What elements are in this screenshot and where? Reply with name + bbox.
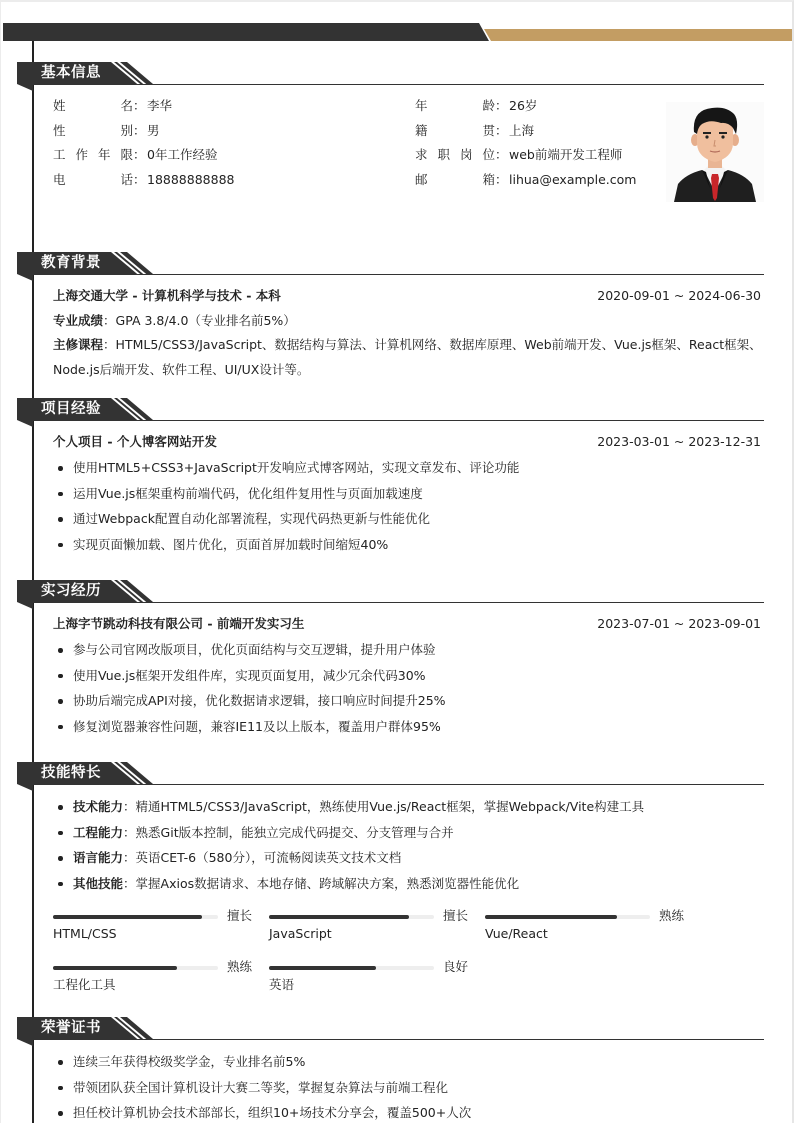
- list-item: 协助后端完成API对接，优化数据请求逻辑，接口响应时间提升25%: [53, 688, 765, 714]
- section-underline: [33, 274, 764, 275]
- list-item: 运用Vue.js框架重构前端代码，优化组件复用性与页面加载速度: [53, 481, 765, 507]
- info-label: 性别: [53, 123, 133, 138]
- education-title: 上海交通大学 - 计算机科学与技术 - 本科: [53, 288, 281, 303]
- info-label: 求职岗位: [415, 147, 495, 162]
- section-title: 实习经历: [41, 583, 101, 599]
- skill-name: 工程化工具: [53, 977, 116, 992]
- skill-track: [53, 966, 218, 970]
- info-colon: ：: [495, 172, 508, 187]
- project-title: 个人项目 - 个人博客网站开发: [53, 434, 217, 449]
- info-colon: ：: [495, 147, 508, 162]
- info-value: 李华: [147, 98, 173, 113]
- profile-photo: [666, 102, 764, 202]
- avatar-illustration-icon: [666, 102, 764, 202]
- internship-date: 2023-07-01 ~ 2023-09-01: [597, 616, 761, 631]
- info-colon: ：: [133, 123, 146, 138]
- info-colon: ：: [133, 98, 146, 113]
- internship-title: 上海字节跳动科技有限公司 - 前端开发实习生: [53, 616, 305, 631]
- tab-fold-decoration: [17, 784, 33, 791]
- info-label: 邮箱: [415, 172, 495, 187]
- skill-bar-english: [269, 958, 469, 1000]
- skill-level: 熟练: [659, 908, 685, 923]
- info-label: 电话: [53, 172, 133, 187]
- honors-bullets: [53, 1049, 765, 1123]
- skill-level: 擅长: [443, 908, 469, 923]
- section-header: [1, 762, 794, 792]
- skill-name: 英语: [269, 977, 295, 992]
- list-item: 使用Vue.js框架开发组件库，实现页面复用，减少冗余代码30%: [53, 663, 765, 689]
- skill-track: [485, 915, 650, 919]
- skill-text: 熟悉Git版本控制，能独立完成代码提交、分支管理与合并: [135, 824, 454, 840]
- section-underline: [33, 84, 764, 85]
- section-skills: [1, 762, 794, 792]
- top-banner-dark: [3, 23, 489, 41]
- list-item: [53, 794, 765, 820]
- section-underline: [33, 420, 764, 421]
- list-item: 使用HTML5+CSS3+JavaScript开发响应式博客网站，实现文章发布、评论功能: [53, 455, 765, 481]
- gpa-value: GPA 3.8/4.0（专业排名前5%）: [115, 313, 296, 328]
- skill-level: 良好: [443, 959, 469, 974]
- info-value: web前端开发工程师: [509, 147, 623, 162]
- tab-fold-decoration: [17, 602, 33, 609]
- skill-name: Vue/React: [485, 926, 548, 941]
- skill-text: 掌握Axios数据请求、本地存储、跨域解决方案，熟悉浏览器性能优化: [135, 875, 520, 891]
- info-row-name: [53, 96, 172, 116]
- skill-sep: ：: [123, 824, 136, 840]
- info-label: 姓名: [53, 98, 133, 113]
- info-value: 26岁: [509, 98, 538, 113]
- courses-value: HTML5/CSS3/JavaScript、数据结构与算法、计算机网络、数据库原理、Web前端开发、Vue.js框架、React框架、Node.js后端开发、软件工程、UI/UX设计等。: [53, 337, 762, 377]
- list-item: 担任校计算机协会技术部部长，组织10+场技术分享会，覆盖500+人次: [53, 1100, 765, 1123]
- section-honors: [1, 1017, 794, 1047]
- info-row-gender: [53, 121, 160, 141]
- info-colon: ：: [495, 98, 508, 113]
- section-title: 技能特长: [41, 765, 101, 781]
- section-title: 项目经验: [41, 401, 101, 417]
- list-item: [53, 820, 765, 846]
- skill-label: 语言能力: [73, 850, 124, 865]
- section-underline: [33, 784, 764, 785]
- section-header: [1, 580, 794, 610]
- section-title: 教育背景: [41, 255, 101, 271]
- section-education: [1, 252, 794, 282]
- skill-bar-javascript: [269, 907, 469, 949]
- section-projects: [1, 398, 794, 428]
- info-value: lihua@example.com: [509, 172, 637, 187]
- info-row-position: [415, 145, 622, 165]
- section-underline: [33, 602, 764, 603]
- info-value: 上海: [509, 123, 535, 138]
- education-date: 2020-09-01 ~ 2024-06-30: [597, 288, 761, 303]
- info-colon: ：: [133, 172, 146, 187]
- info-value: 0年工作经验: [147, 147, 218, 162]
- list-item: [53, 845, 765, 871]
- section-title: 基本信息: [41, 65, 101, 81]
- list-item: 参与公司官网改版项目，优化页面结构与交互逻辑，提升用户体验: [53, 637, 765, 663]
- skills-bullets: [53, 794, 765, 896]
- tab-fold-decoration: [17, 274, 33, 281]
- skill-label: 其他技能: [73, 875, 124, 891]
- info-row-experience: [53, 145, 217, 165]
- info-row-age: [415, 96, 537, 116]
- skill-sep: ：: [123, 850, 136, 865]
- skill-level: 擅长: [227, 908, 253, 923]
- info-row-phone: [53, 170, 234, 190]
- info-row-hometown: [415, 121, 534, 141]
- info-label: 年龄: [415, 98, 495, 113]
- skill-sep: ：: [123, 875, 136, 891]
- skill-bar-engineering: [53, 958, 253, 1000]
- section-header: [1, 1017, 794, 1047]
- skill-bar-vue-react: [485, 907, 685, 949]
- section-header: [1, 398, 794, 428]
- skill-fill: [485, 915, 617, 919]
- courses-sep: ：: [103, 337, 116, 352]
- section-basic-info: [1, 62, 794, 92]
- gpa-label: 专业成绩: [53, 313, 104, 328]
- skill-fill: [269, 915, 409, 919]
- list-item: 连续三年获得校级奖学金，专业排名前5%: [53, 1049, 765, 1075]
- skill-track: [53, 915, 218, 919]
- skill-track: [269, 966, 434, 970]
- list-item: 带领团队获全国计算机设计大赛二等奖，掌握复杂算法与前端工程化: [53, 1075, 765, 1101]
- info-colon: ：: [495, 123, 508, 138]
- tab-fold-decoration: [17, 420, 33, 427]
- project-date: 2023-03-01 ~ 2023-12-31: [597, 434, 761, 449]
- section-internship: [1, 580, 794, 610]
- skill-text: 精通HTML5/CSS3/JavaScript，熟练使用Vue.js/React框架，掌握Webpack/Vite构建工具: [135, 799, 645, 814]
- info-value: 男: [147, 123, 160, 138]
- skill-fill: [53, 915, 202, 919]
- section-header: [1, 62, 794, 92]
- tab-fold-decoration: [17, 84, 33, 91]
- skill-label: 工程能力: [73, 824, 124, 840]
- list-item: 实现页面懒加载、图片优化，页面首屏加载时间缩短40%: [53, 532, 765, 558]
- skill-sep: ：: [123, 799, 136, 814]
- list-item: 修复浏览器兼容性问题，兼容IE11及以上版本，覆盖用户群体95%: [53, 714, 765, 740]
- skill-text: 英语CET-6（580分），可流畅阅读英文技术文档: [135, 850, 402, 865]
- tab-fold-decoration: [17, 1039, 33, 1046]
- internship-bullets: [53, 637, 765, 739]
- skill-bar-html-css: [53, 907, 253, 949]
- info-value: 18888888888: [147, 172, 235, 187]
- section-underline: [33, 1039, 764, 1040]
- skill-fill: [53, 966, 177, 970]
- skill-name: JavaScript: [269, 926, 332, 941]
- info-label: 籍贯: [415, 123, 495, 138]
- section-title: 荣誉证书: [41, 1020, 101, 1036]
- section-header: [1, 252, 794, 282]
- education-courses: [53, 332, 765, 382]
- skill-label: 技术能力: [73, 799, 124, 814]
- project-bullets: [53, 455, 765, 557]
- skill-level: 熟练: [227, 959, 253, 974]
- info-colon: ：: [133, 147, 146, 162]
- courses-label: 主修课程: [53, 337, 104, 352]
- gpa-sep: ：: [103, 313, 116, 328]
- list-item: 通过Webpack配置自动化部署流程，实现代码热更新与性能优化: [53, 506, 765, 532]
- info-label: 工作年限: [53, 147, 133, 162]
- education-gpa: [53, 308, 765, 333]
- list-item: [53, 871, 765, 897]
- skill-track: [269, 915, 434, 919]
- top-banner-gold: [484, 29, 792, 41]
- skill-name: HTML/CSS: [53, 926, 117, 941]
- skill-fill: [269, 966, 376, 970]
- info-row-email: [415, 170, 636, 190]
